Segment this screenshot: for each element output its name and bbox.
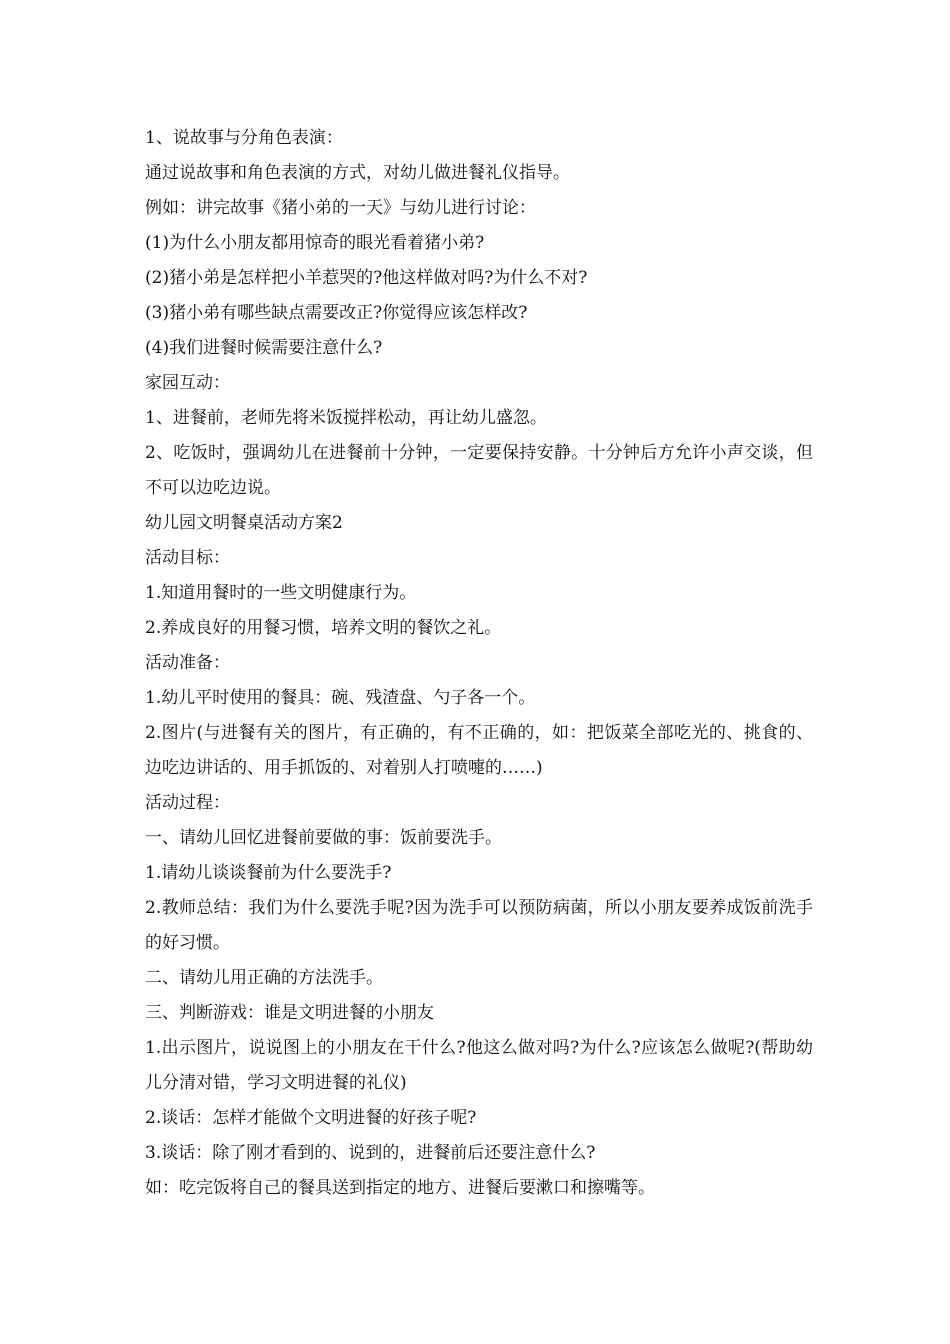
paragraph-question-4: (4)我们进餐时候需要注意什么? [145,338,383,358]
section-title-plan-2: 幼儿园文明餐桌活动方案2 [145,513,343,533]
paragraph-step-3-2: 2.谈话：怎样才能做个文明进餐的好孩子呢? [145,1108,477,1128]
paragraph-question-3: (3)猪小弟有哪些缺点需要改正?你觉得应该怎样改? [145,303,528,323]
paragraph-home-interaction-1: 1、进餐前，老师先将米饭搅拌松动，再让幼儿盛忽。 [145,408,547,428]
paragraph-storytelling-heading: 1、说故事与分角色表演： [145,128,343,148]
paragraph-step-3: 三、判断游戏：谁是文明进餐的小朋友 [145,1003,434,1023]
paragraph-question-2: (2)猪小弟是怎样把小羊惹哭的?他这样做对吗?为什么不对? [145,268,588,288]
paragraph-home-interaction-heading: 家园互动： [145,373,230,393]
paragraph-preparation-1: 1.幼儿平时使用的餐具：碗、残渣盘、勺子各一个。 [145,688,536,708]
paragraph-goal-2: 2.养成良好的用餐习惯，培养文明的餐饮之礼。 [145,618,502,638]
paragraph-home-interaction-2: 2、吃饭时，强调幼儿在进餐前十分钟，一定要保持安静。十分钟后方允许小声交谈，但不可以边吃边说。 [145,443,813,498]
paragraph-step-3-example: 如：吃完饭将自己的餐具送到指定的地方、进餐后要漱口和擦嘴等。 [145,1178,655,1198]
paragraph-question-1: (1)为什么小朋友都用惊奇的眼光看着猪小弟? [145,233,485,253]
paragraph-example: 例如：讲完故事《猪小弟的一天》与幼儿进行讨论： [145,198,536,218]
document-page [145,121,813,1206]
paragraph-goals-heading: 活动目标： [145,548,230,568]
paragraph-preparation-2: 2.图片(与进餐有关的图片，有正确的，有不正确的，如：把饭菜全部吃光的、挑食的、边吃边讲话的、用手抓饭的、对着别人打喷嚏的……) [145,723,813,778]
paragraph-step-3-3: 3.谈话：除了刚才看到的、说到的，进餐前后还要注意什么? [145,1143,596,1163]
paragraph-storytelling-method: 通过说故事和角色表演的方式，对幼儿做进餐礼仪指导。 [145,163,570,183]
paragraph-step-1: 一、请幼儿回忆进餐前要做的事：饭前要洗手。 [145,828,502,848]
paragraph-step-1-2: 2.教师总结：我们为什么要洗手呢?因为洗手可以预防病菌，所以小朋友要养成饭前洗手的好习惯。 [145,898,813,953]
paragraph-process-heading: 活动过程： [145,793,230,813]
paragraph-goal-1: 1.知道用餐时的一些文明健康行为。 [145,583,417,603]
paragraph-step-2: 二、请幼儿用正确的方法洗手。 [145,968,383,988]
paragraph-preparation-heading: 活动准备： [145,653,230,673]
paragraph-step-1-1: 1.请幼儿谈谈餐前为什么要洗手? [145,863,392,883]
paragraph-step-3-1: 1.出示图片，说说图上的小朋友在干什么?他这么做对吗?为什么?应该怎么做呢?(帮助幼儿分清对错，学习文明进餐的礼仪) [145,1038,813,1093]
